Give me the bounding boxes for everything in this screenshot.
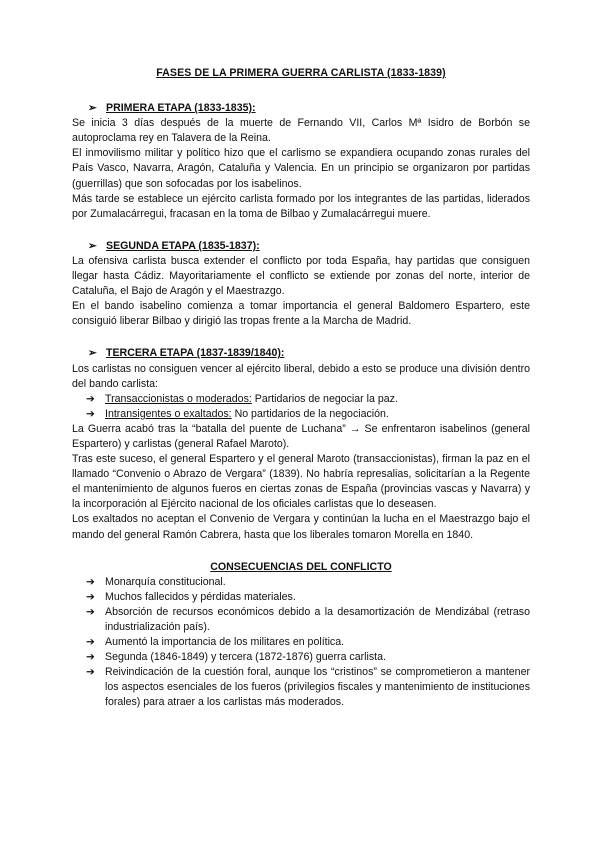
list-item xyxy=(86,407,530,422)
list-item xyxy=(86,575,530,590)
arrow-right-icon: ➔ xyxy=(86,666,95,679)
paragraph: Los exaltados no aceptan el Convenio de Vergara y continúan la lucha en el Maestrazgo bajo el mando del general Ramón Cabrera, hasta que los liberales tomaron Morella en 1840. xyxy=(72,513,530,541)
list-item xyxy=(86,665,530,710)
list-item-text: Aumentó la importancia de los militares en política. xyxy=(105,636,345,649)
paragraph: Tras este suceso, el general Espartero y el general Maroto (transaccionistas), firman la paz en el llamado “Convenio o Abrazo de Vergara” (1839). No habría represalias, solicitarían a la Regente el mantenimiento de algunos fueros en ciertas zonas de España (provincias vascas y Navarra) y la incorporación al Ejército nacional de los oficiales carlistas que lo deseasen. xyxy=(72,453,530,511)
list-item xyxy=(86,605,530,635)
heading-label: TERCERA ETAPA (1837-1839/1840): xyxy=(106,347,285,360)
section-heading xyxy=(88,101,530,116)
division-list xyxy=(72,392,530,422)
paragraph: En el bando isabelino comienza a tomar importancia el general Baldomero Espartero, este consiguió liberar Bilbao y dirigió las tropas frente a la Marcha de Madrid. xyxy=(72,300,530,328)
paragraph: Los carlistas no consiguen vencer al ejército liberal, debido a esto se produce una división dentro del bando carlista: xyxy=(72,362,530,390)
section-heading xyxy=(88,346,530,361)
list-item-text: No partidarios de la negociación. xyxy=(231,407,389,420)
section-heading: CONSECUENCIAS DEL CONFLICTO xyxy=(210,560,392,573)
list-item-text: Segunda (1846-1849) y tercera (1872-1876) guerra carlista. xyxy=(105,651,386,664)
list-item-text: Absorción de recursos económicos debido a la desamortización de Mendizábal (retraso industrialización país). xyxy=(105,605,530,633)
list-item-text: Reivindicación de la cuestión foral, aunque los “cristinos” se comprometieron a mantener los aspectos esenciales de los fueros (privilegios fiscales y mantenimiento de instituciones forales) para atraer a los carlistas más moderados. xyxy=(105,666,530,709)
paragraph: El inmovilismo militar y político hizo que el carlismo se expandiera ocupando zonas rurales del País Vasco, Navarra, Aragón, Cataluña y Valencia. En un principio se organizaron por partidas (guerrillas) que son sofocadas por los isabelinos. xyxy=(72,147,530,190)
paragraph: Se inicia 3 días después de la muerte de Fernando VII, Carlos Mª Isidro de Borbón se autoproclama rey en Talavera de la Reina. xyxy=(72,117,530,145)
section-tercera-etapa xyxy=(72,346,530,542)
list-item-text: Partidarios de negociar la paz. xyxy=(251,392,398,405)
arrowhead-icon: ➢ xyxy=(88,102,97,115)
arrow-right-icon: ➔ xyxy=(86,605,95,618)
paragraph: La ofensiva carlista busca extender el conflicto por toda España, hay partidas que consiguen llegar hasta Cádiz. Mayoritariamente el conflicto se extiende por zonas del norte, interior de Cataluña, el Bajo de Aragón y el Maestrazgo. xyxy=(72,254,530,298)
document-title: FASES DE LA PRIMERA GUERRA CARLISTA (1833-1839) xyxy=(156,67,446,79)
arrow-right-icon: ➔ xyxy=(86,575,95,588)
paragraph: La Guerra acabó tras la “batalla del puente de Luchana” → Se enfrentaron isabelinos (general Espartero) y carlistas (general Rafael Maroto). xyxy=(72,422,530,450)
list-item-text: Monarquía constitucional. xyxy=(105,575,226,588)
list-item xyxy=(86,635,530,650)
arrow-right-icon: ➔ xyxy=(86,636,95,649)
section-primera-etapa xyxy=(72,101,530,222)
arrow-right-icon: ➔ xyxy=(86,392,95,405)
section-segunda-etapa xyxy=(72,239,530,330)
section-heading xyxy=(88,239,530,254)
arrow-right-icon: ➔ xyxy=(86,590,95,603)
list-item xyxy=(86,650,530,665)
arrow-right-icon: ➔ xyxy=(86,407,95,420)
list-item-term: Intransigentes o exaltados: xyxy=(105,407,232,420)
list-item-term: Transaccionistas o moderados: xyxy=(105,392,252,405)
heading-label: PRIMERA ETAPA (1833-1835): xyxy=(106,102,256,115)
list-item-text: Muchos fallecidos y pérdidas materiales. xyxy=(105,590,296,603)
list-item xyxy=(86,590,530,605)
consequences-list xyxy=(72,575,530,711)
list-item xyxy=(86,392,530,407)
arrowhead-icon: ➢ xyxy=(88,239,97,252)
arrow-right-icon: ➔ xyxy=(86,651,95,664)
arrowhead-icon: ➢ xyxy=(88,347,97,360)
heading-label: SEGUNDA ETAPA (1835-1837): xyxy=(106,239,260,252)
section-consecuencias xyxy=(72,560,530,711)
paragraph: Más tarde se establece un ejército carlista formado por los integrantes de las partidas, liderados por Zumalacárregui, fracasan en la toma de Bilbao y Zumalacárregui muere. xyxy=(72,192,530,220)
